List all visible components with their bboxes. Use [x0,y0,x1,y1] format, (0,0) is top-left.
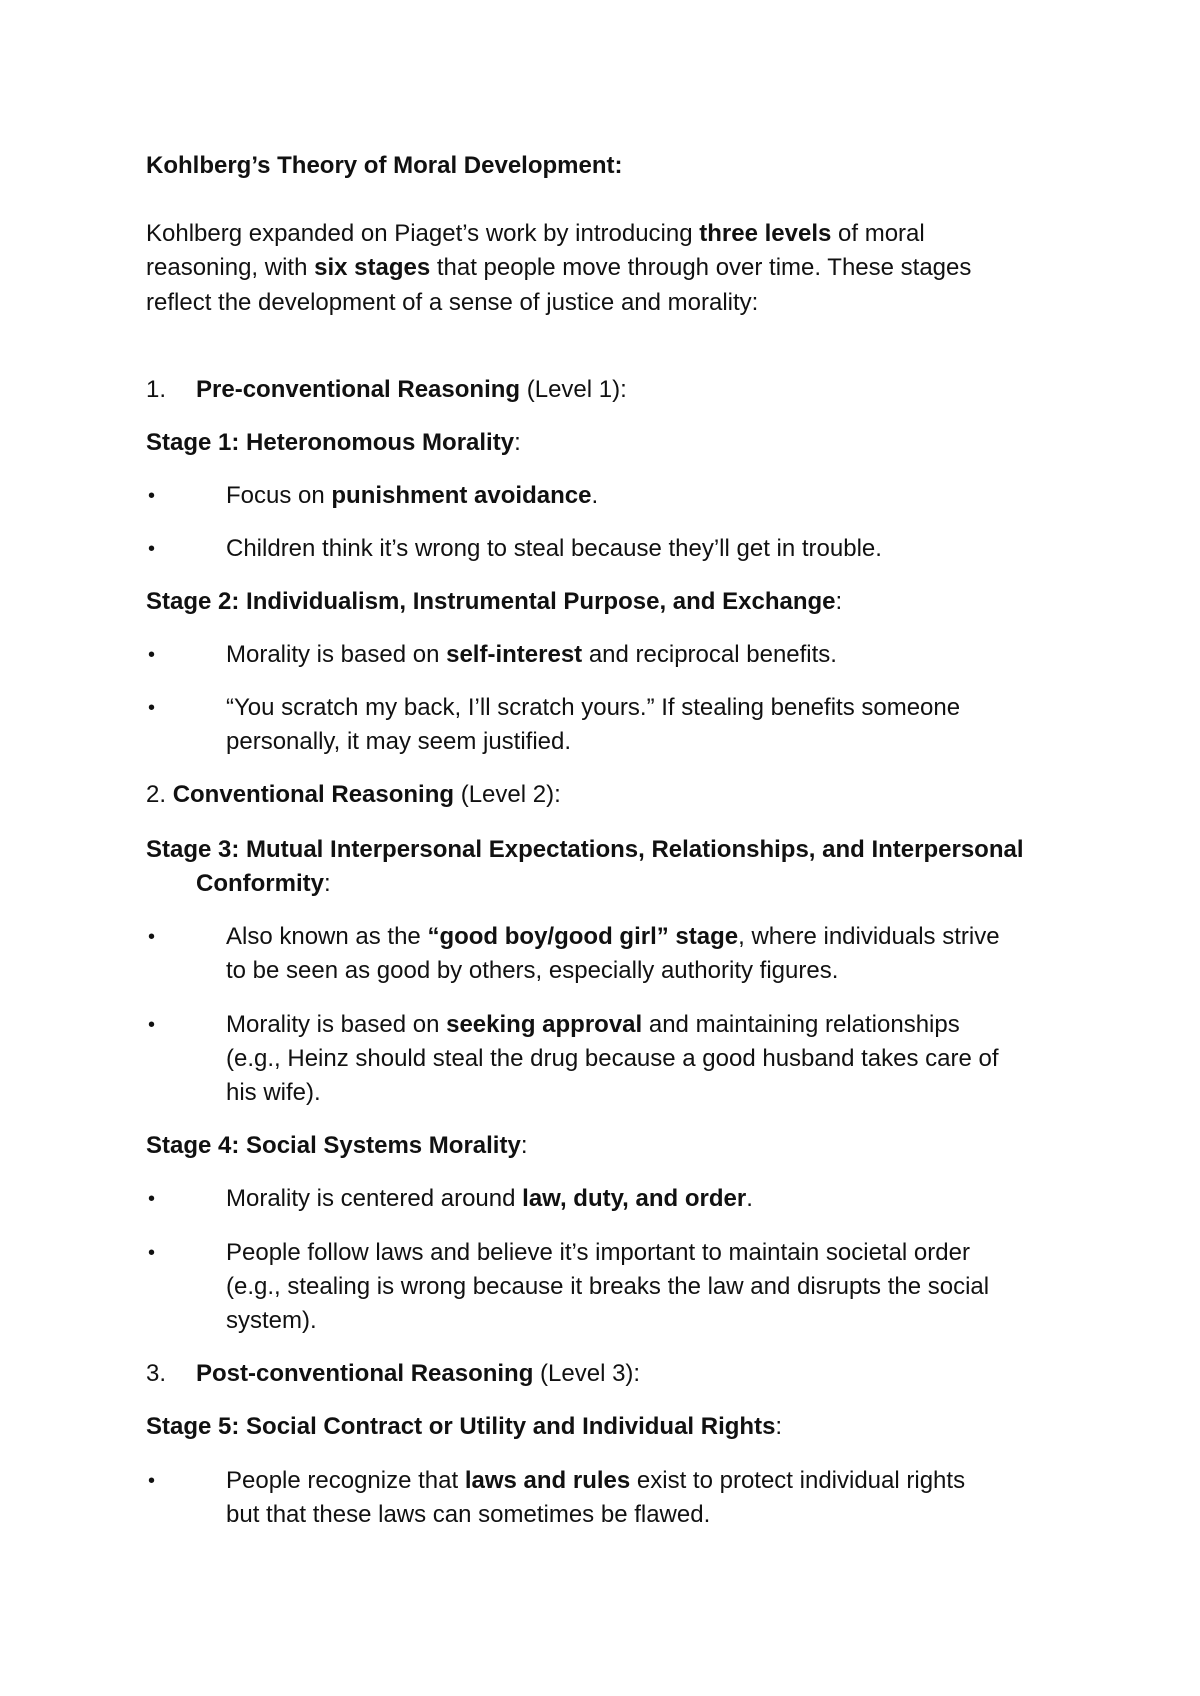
stage-4-bullet-2-line-1: People follow laws and believe it’s important to maintain societal order [226,1239,970,1266]
bullet-icon: • [148,1188,156,1210]
stage-5-bullet-1-line-2: but that these laws can sometimes be flawed. [226,1501,711,1528]
stage-3-heading-line-1: Stage 3: Mutual Interpersonal Expectations, Relationships, and Interpersonal [146,836,1024,863]
intro-line-3: reflect the development of a sense of justice and morality: [146,289,759,316]
level-1-heading: Pre-conventional Reasoning (Level 1): [196,376,627,403]
stage-3-bullet-2-line-3: his wife). [226,1079,321,1106]
intro-line-1: Kohlberg expanded on Piaget’s work by introducing three levels of moral [146,220,925,247]
stage-5-bullet-1-line-1: People recognize that laws and rules exist to protect individual rights [226,1467,966,1494]
stage-1-bullet-2: Children think it’s wrong to steal because they’ll get in trouble. [226,535,882,562]
stage-2-bullet-1: Morality is based on self-interest and reciprocal benefits. [226,641,837,668]
stage-1-bullet-1: Focus on punishment avoidance. [226,482,599,509]
level-3-heading: Post-conventional Reasoning (Level 3): [196,1360,641,1387]
bullet-icon: • [148,926,156,948]
stage-2-heading: Stage 2: Individualism, Instrumental Purpose, and Exchange: [146,588,843,615]
stage-2-bullet-2-line-2: personally, it may seem justified. [226,728,572,755]
bullet-icon: • [148,1242,156,1264]
bullet-icon: • [148,485,156,507]
bullet-icon: • [148,1470,156,1492]
stage-4-bullet-2-line-2: (e.g., stealing is wrong because it breaks the law and disrupts the social [226,1273,990,1300]
stage-3-bullet-2-line-1: Morality is based on seeking approval and maintaining relationships [226,1011,960,1038]
bullet-icon: • [148,644,156,666]
document-title: Kohlberg’s Theory of Moral Development: [146,152,623,179]
bullet-icon: • [148,538,156,560]
stage-2-bullet-2-line-1: “You scratch my back, I’ll scratch yours.” If stealing benefits someone [226,694,961,721]
stage-3-bullet-2-line-2: (e.g., Heinz should steal the drug because a good husband takes care of [226,1045,999,1072]
stage-3-heading-line-2: Conformity: [196,870,331,897]
bullet-icon: • [148,1014,156,1036]
bullet-icon: • [148,697,156,719]
intro-line-2: reasoning, with six stages that people move through over time. These stages [146,254,972,281]
stage-1-heading: Stage 1: Heteronomous Morality: [146,429,521,456]
stage-3-bullet-1-line-1: Also known as the “good boy/good girl” stage, where individuals strive [226,923,1000,950]
level-2-heading: 2. Conventional Reasoning (Level 2): [146,781,561,808]
level-3-number: 3. [146,1360,167,1387]
stage-5-heading: Stage 5: Social Contract or Utility and Individual Rights: [146,1413,783,1440]
stage-3-bullet-1-line-2: to be seen as good by others, especially authority figures. [226,957,839,984]
stage-4-heading: Stage 4: Social Systems Morality: [146,1132,528,1159]
stage-4-bullet-1: Morality is centered around law, duty, and order. [226,1185,753,1212]
stage-4-bullet-2-line-3: system). [226,1307,317,1334]
level-1-number: 1. [146,376,167,403]
